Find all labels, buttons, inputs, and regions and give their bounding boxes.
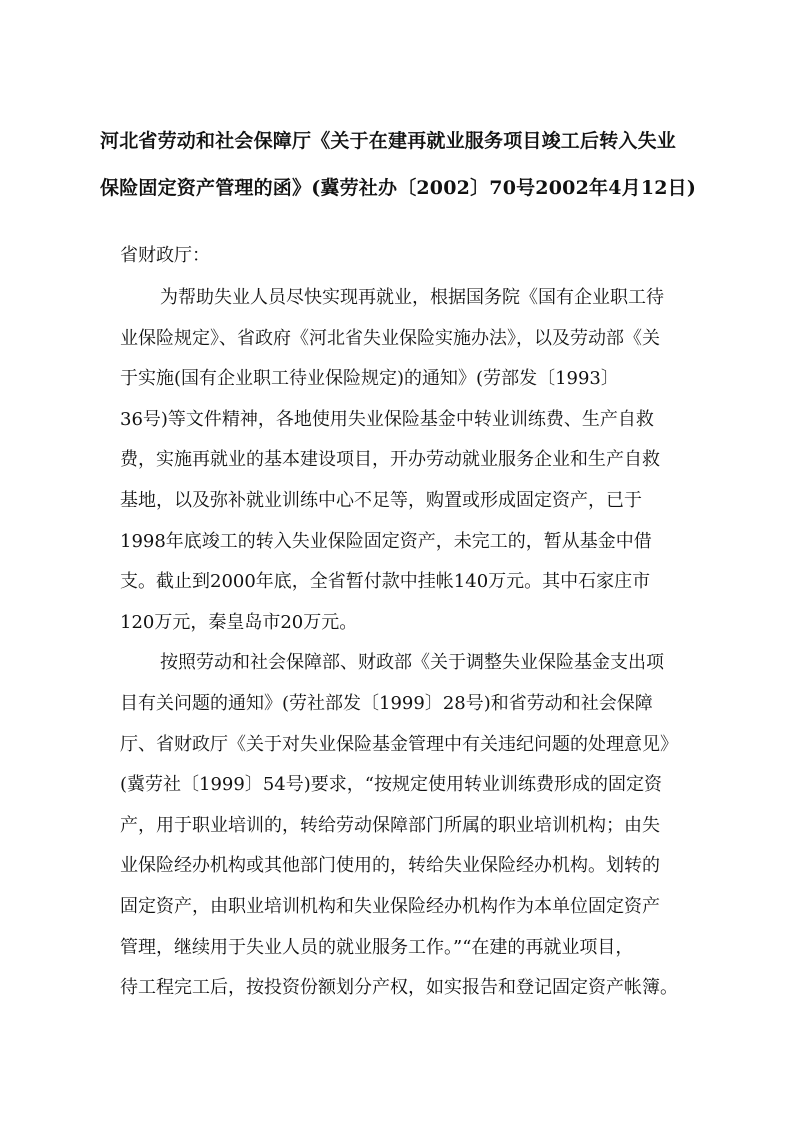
salutation: 省财政厅： bbox=[120, 245, 210, 266]
paragraph-line: 待工程完工后，按投资份额划分产权，如实报告和登记固定资产帐簿。 bbox=[120, 977, 678, 999]
paragraph-line: 费，实施再就业的基本建设项目，开办劳动就业服务企业和生产自救 bbox=[120, 449, 660, 471]
paragraph-line: 产，用于职业培训的，转给劳动保障部门所属的职业培训机构；由失 bbox=[120, 814, 660, 836]
paragraph-line: 业保险规定》、省政府《河北省失业保险实施办法》，以及劳动部《关 bbox=[120, 327, 660, 349]
paragraph-line: 1998年底竣工的转入失业保险固定资产，未完工的，暂从基金中借 bbox=[120, 530, 652, 552]
paragraph-line: 基地，以及弥补就业训练中心不足等，购置或形成固定资产，已于 bbox=[120, 489, 642, 511]
paragraph-line: 36号)等文件精神，各地使用失业保险基金中转业训练费、生产自救 bbox=[120, 408, 654, 430]
paragraph-line: (冀劳社〔1999〕54号)要求，“按规定使用转业训练费形成的固定资 bbox=[120, 774, 662, 796]
title-line: 保险固定资产管理的函》(冀劳社办〔2002〕70号2002年4月12日) bbox=[100, 177, 697, 199]
paragraph-line: 管理，继续用于失业人员的就业服务工作。”“在建的再就业项目， bbox=[120, 936, 634, 958]
paragraph-line: 业保险经办机构或其他部门使用的，转给失业保险经办机构。划转的 bbox=[120, 855, 660, 877]
paragraph-line: 于实施(国有企业职工待业保险规定)的通知》(劳部发〔1993〕 bbox=[120, 368, 619, 390]
paragraph-line: 厅、省财政厅《关于对失业保险基金管理中有关违纪问题的处理意见》 bbox=[120, 733, 678, 755]
document-title bbox=[100, 118, 697, 212]
paragraph-line: 按照劳动和社会保障部、财政部《关于调整失业保险基金支出项 bbox=[160, 652, 664, 674]
paragraph-line: 支。截止到2000年底，全省暂付款中挂帐140万元。其中石家庄市 bbox=[120, 571, 651, 593]
paragraph-line: 目有关问题的通知》(劳社部发〔1999〕28号)和省劳动和社会保障 bbox=[120, 692, 653, 714]
title-line: 河北省劳动和社会保障厅《关于在建再就业服务项目竣工后转入失业 bbox=[100, 130, 677, 152]
document-body bbox=[120, 278, 680, 1009]
paragraph-line: 固定资产，由职业培训机构和失业保险经办机构作为本单位固定资产 bbox=[120, 895, 660, 917]
paragraph-line: 120万元，秦皇岛市20万元。 bbox=[120, 611, 358, 633]
paragraph-line: 为帮助失业人员尽快实现再就业，根据国务院《国有企业职工待 bbox=[160, 287, 664, 308]
